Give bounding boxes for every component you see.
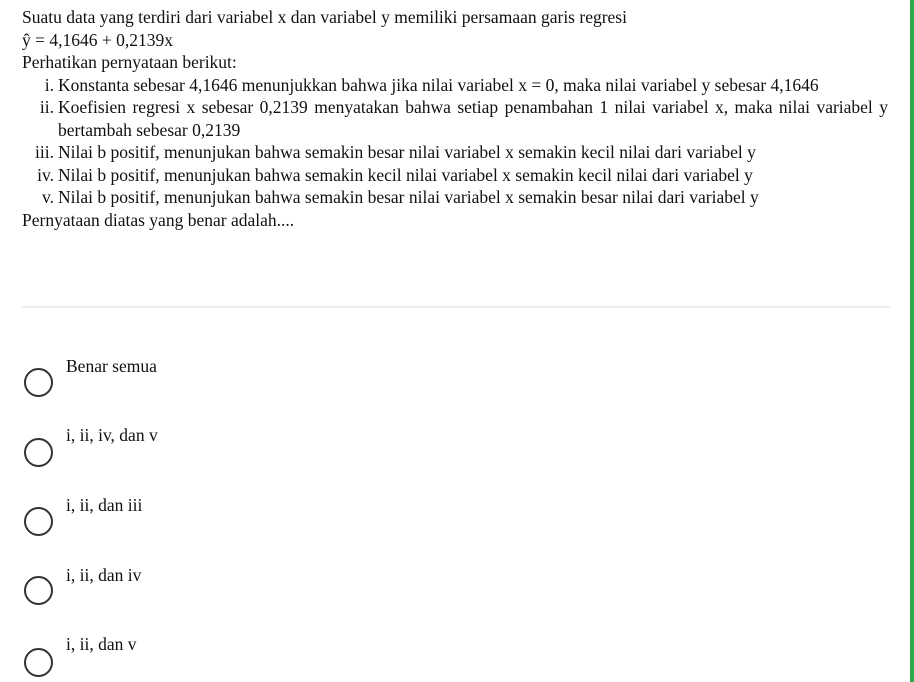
question-closing: Pernyataan diatas yang benar adalah.... xyxy=(22,209,295,230)
radio-circle-icon[interactable] xyxy=(24,576,53,605)
option-b[interactable] xyxy=(22,425,322,475)
option-a[interactable] xyxy=(22,356,322,406)
statement-iii xyxy=(22,141,888,164)
radio-circle-icon[interactable] xyxy=(24,368,53,397)
statement-number: iii. xyxy=(35,142,54,162)
statement-ii xyxy=(22,96,888,141)
option-label: i, ii, dan iii xyxy=(66,495,143,515)
radio-circle-icon[interactable] xyxy=(24,438,53,467)
option-e[interactable] xyxy=(22,634,322,682)
statement-text: Nilai b positif, menunjukan bahwa semakin besar nilai variabel x semakin besar nilai dari variabel y xyxy=(58,187,759,207)
radio-circle-icon[interactable] xyxy=(24,648,53,677)
right-accent-bar xyxy=(910,0,914,682)
question-intro: Suatu data yang terdiri dari variabel x dan variabel y memiliki persamaan garis regresi xyxy=(22,7,627,27)
option-d[interactable] xyxy=(22,565,322,615)
statement-number: i. xyxy=(44,74,54,95)
statement-text: Nilai b positif, menunjukan bahwa semakin besar nilai variabel x semakin kecil nilai dari variabel y xyxy=(58,142,756,162)
radio-circle-icon[interactable] xyxy=(24,507,53,536)
option-label: i, ii, iv, dan v xyxy=(66,425,158,445)
statement-v xyxy=(22,186,888,209)
divider xyxy=(22,306,890,308)
statement-text: Nilai b positif, menunjukan bahwa semakin kecil nilai variabel x semakin kecil nilai dari variabel y xyxy=(58,164,753,185)
statement-number: ii. xyxy=(39,97,54,117)
option-label: i, ii, dan iv xyxy=(66,565,142,585)
statement-text: Koefisien regresi x sebesar 0,2139 menyatakan bahwa setiap penambahan 1 nilai variabel x, maka nilai variabel y bertambah sebesar 0,2139 xyxy=(58,97,888,140)
option-label: i, ii, dan v xyxy=(66,634,137,654)
statement-number: iv. xyxy=(37,164,54,185)
regression-equation: ŷ = 4,1646 + 0,2139x xyxy=(22,29,173,50)
option-label: Benar semua xyxy=(66,356,157,376)
question-prompt: Perhatikan pernyataan berikut: xyxy=(22,52,237,72)
statement-number: v. xyxy=(42,187,54,207)
statement-iv xyxy=(22,164,888,187)
statement-i xyxy=(22,74,888,97)
statement-text: Konstanta sebesar 4,1646 menunjukkan bahwa jika nilai variabel x = 0, maka nilai variabel y sebesar 4,1646 xyxy=(58,74,819,95)
question-block xyxy=(22,6,888,231)
option-c[interactable] xyxy=(22,495,322,545)
